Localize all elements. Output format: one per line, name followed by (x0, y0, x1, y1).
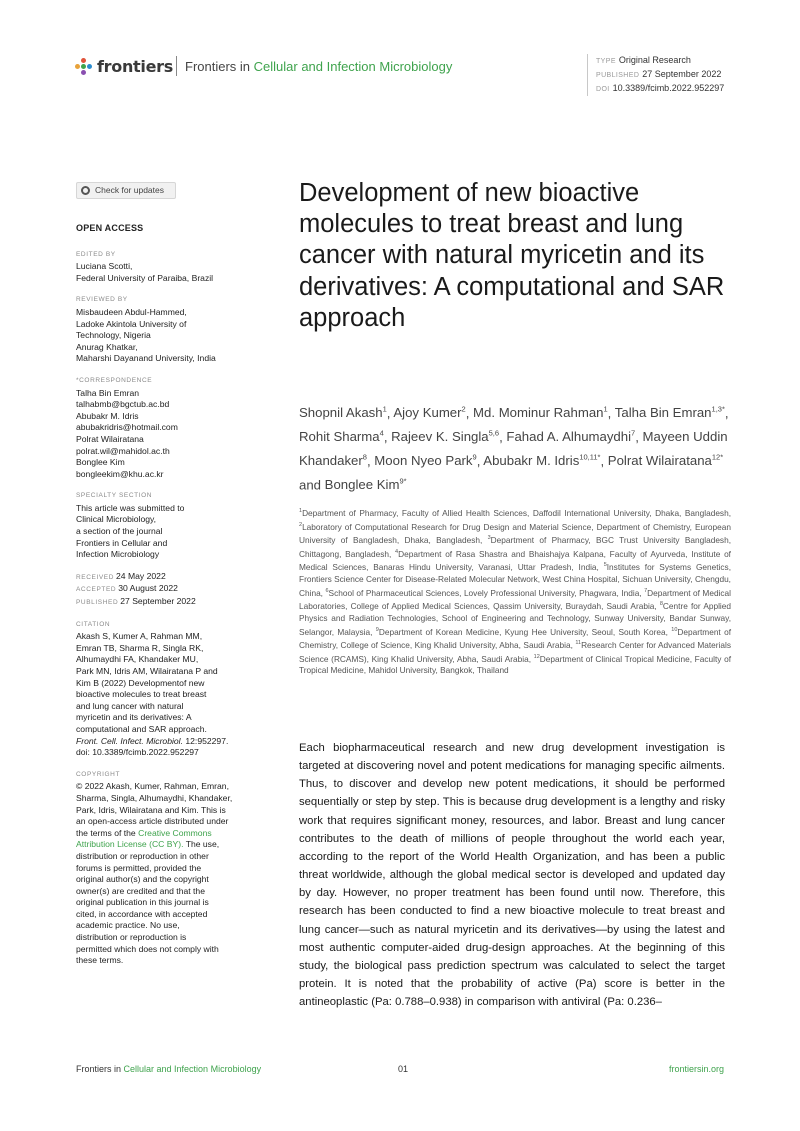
affiliation-item: Department of Pharmacy, Faculty of Allied Health Sciences, Daffodil International University, Dhaka, Bangladesh, (302, 507, 731, 518)
copyright-section: COPYRIGHT © 2022 Akash, Kumer, Rahman, Emran, Sharma, Singla, Alhumaydhi, Khandaker, Park, Idris, Wilairatana and Kim. This is an open-access article distributed under the terms of the Creative Commons Attribution License (CC BY). The use, distribution or reproduction in other forums is permitted, provided the original author(s) and the copyright owner(s) are credited and that the original publication in this journal is cited, in accordance with accepted academic practice. No use, distribution or reproduction is permitted which does not comply with these terms. (76, 770, 233, 966)
author-name[interactable]: Ajoy Kumer$^2$ (393, 405, 466, 421)
author-name[interactable]: Mayeen Uddin Khandaker$^8$ (299, 429, 728, 469)
affiliation-item: Department of Pharmacy, BGC Trust University Bangladesh, Chittagong, Bangladesh, (299, 534, 732, 559)
affiliation-item: Department of Medical Laboratories, College of Applied Medical Sciences, Qassim University, Buraydah, Saudi Arabia, (299, 587, 732, 611)
license-link[interactable]: Attribution License (CC BY). (76, 839, 184, 850)
affiliation-item: Centre for Applied Physics and Radiation Technologies, School of Engineering and Technology, Sunway University, Bandar Sunway, Selangor, Malaysia, (299, 600, 731, 637)
author-name[interactable]: Rajeev K. Singla$^{5,6}$ (391, 428, 500, 445)
affiliations: $^1$Department of Pharmacy, Faculty of Allied Health Sciences, Daffodil International University, Dhaka, Bangladesh, $^2$Laboratory of Computational Research for Drug Design and Material Science, Department of Chemistry, European University of Bangladesh, Dhaka, Bangladesh, $^3$Department of Pharmacy, BGC Trust University Bangladesh, Chittagong, Bangladesh, $^4$Department of Rasa Shastra and Bhaishajya Kalpana, Faculty of Ayurveda, Institute of Medical Sciences, Banaras Hindu University, Varanasi, Uttar Pradesh, India, $^5$Institutes for Systems Genetics, Frontiers Science Center for Disease-Related Molecular Network, West China Hospital, Sichuan University, Chengdu, China, $^6$School of Pharmaceutical Sciences, Lovely Professional University, Phagwara, India, $^7$Department of Medical Laboratories, College of Applied Medical Sciences, Qassim University, Buraydah, Saudi Arabia, $^8$Centre for Applied Physics and Radiation Technologies, School of Engineering and Technology, Sunway University, Bandar Sunway, Selangor, Malaysia, $^9$Department of Korean Medicine, Kyung Hee University, Seoul, South Korea, $^{10}$Department of Chemistry, College of Science, King Khalid University, Abha, Saudi Arabia, $^{11}$Research Center for Advanced Materials Science (RCAMS), King Khalid University, Abha, Saudi Arabia, $^{12}$Department of Clinical Tropical Medicine, Faculty of Tropical Medicine, Mahidol University, Bangkok, Thailand (299, 507, 732, 676)
author-name[interactable]: Md. Mominur Rahman$^1$ (473, 405, 608, 421)
author-name[interactable]: Bonglee Kim$^{9*}$ (324, 476, 407, 493)
check-updates-label: Check for updates (95, 184, 164, 195)
frontiers-logo-icon (75, 58, 93, 76)
meta-published: PUBLISHED 27 September 2022 (596, 69, 722, 79)
author-name[interactable]: Fahad A. Alhumaydhi$^7$ (506, 428, 636, 445)
author-name[interactable]: Abubakr M. Idris$^{10,11*}$ (483, 452, 601, 469)
affiliation-item: Department of Clinical Tropical Medicine, Faculty of Tropical Medicine, Mahidol University, Bangkok, Thailand (299, 653, 732, 676)
email-link[interactable]: talhabmb@bgctub.ac.bd (76, 399, 170, 410)
logo-text: frontiers (97, 57, 173, 76)
abstract-text: Each biopharmaceutical research and new drug development investigation is targeted at discovering novel and potent medications for managing specific ailments. Thus, to discover and develop new potent medications, it should be performed sequentially or step by step. This is because drug development is a lengthy and risky work that requires significant money, resources, and labor. Breast and lung cancer contributes to the death of millions of people throughout the world each year, according to the report of the World Health Organization, and has been a public threat worldwide, although the global medical sector is developed and updated day by day. However, no proper treatment has been found until now. Therefore, this research has been conducted to find a new bioactive molecule to treat breast and lung cancer—such as natural myricetin and its derivatives—by using the latest and most authentic computer-aided drug-design approaches. At the beginning of this study, the biological pass prediction spectrum was calculated to select the target protein. It is noted that the probability of active (Pa) score is better in the antineoplastic (Pa: 0.788–0.938) in comparison with antiviral (Pa: 0.236– (299, 742, 725, 1009)
email-link[interactable]: polrat.wil@mahidol.ac.th (76, 445, 170, 456)
frontiers-logo[interactable] (75, 57, 173, 76)
citation-doi-link[interactable]: doi: 10.3389/fcimb.2022.952297 (76, 747, 199, 758)
page-number: 01 (398, 1064, 409, 1074)
affiliation-item: Department of Chemistry, College of Science, King Khalid University, Abha, Saudi Arabia, (299, 626, 731, 650)
affiliation-item: Research Center for Advanced Materials Science (RCAMS), King Khalid University, Abha, Saudi Arabia, (299, 639, 732, 664)
reviewed-by-section: REVIEWED BY Misbaudeen Abdul-Hammed, Ladoke Akintola University of Technology, Nigeria Anurag Khatkar, Maharshi Dayanand University, India (76, 296, 216, 364)
affiliation-item: Department of Korean Medicine, Kyung Hee University, Seoul, South Korea, (378, 626, 672, 637)
affiliation-item: Laboratory of Computational Research for Drug Design and Material Science, Department of Chemistry, European University of Bangladesh, Dhaka, Bangladesh, (299, 521, 731, 545)
journal-name[interactable] (185, 59, 452, 74)
meta-doi[interactable]: DOI 10.3389/fcimb.2022.952297 (596, 83, 725, 93)
footer-journal[interactable]: Frontiers in Cellular and Infection Microbiology (76, 1064, 262, 1074)
article-title: Development of new bioactive molecules to treat breast and lung cancer with natural myricetin and its derivatives: A computational and SAR approach (299, 179, 725, 332)
article-sidebar (76, 182, 256, 977)
article-meta (587, 54, 800, 96)
open-access-label: OPEN ACCESS (76, 223, 144, 233)
dates-section: RECEIVED 24 May 2022 ACCEPTED 30 August 2022 PUBLISHED 27 September 2022 (76, 570, 196, 607)
check-for-updates-button[interactable] (76, 182, 176, 199)
journal-prefix: Frontiers in (185, 59, 254, 74)
author-name[interactable]: Talha Bin Emran$^{1,3*}$ (614, 405, 725, 421)
journal-title: Cellular and Infection Microbiology (253, 59, 453, 74)
footer-site-link[interactable]: frontiersin.org (668, 1064, 724, 1074)
author-name[interactable]: Polrat Wilairatana$^{12*}$ (607, 452, 724, 469)
edited-by-section: EDITED BY Luciana Scotti, Federal University of Paraiba, Brazil (76, 250, 214, 283)
refresh-icon (81, 186, 90, 195)
email-link[interactable]: bongleekim@khu.ac.kr (76, 468, 164, 479)
header-divider (176, 56, 177, 76)
correspondence-section: *CORRESPONDENCE Talha Bin Emran talhabmb@bgctub.ac.bd Abubakr M. Idris abubakridris@hotmail.com Polrat Wilairatana polrat.wil@mahidol.ac.th Bonglee Kim bongleekim@khu.ac.kr (76, 375, 256, 480)
license-link[interactable]: Creative Commons (138, 827, 212, 838)
page-header (75, 54, 725, 94)
author-list: Shopnil Akash$^1$, Ajoy Kumer$^2$, Md. Mominur Rahman$^1$, Talha Bin Emran$^{1,3*}$, Rohit Sharma$^4$, Rajeev K. Singla$^{5,6}$, Fahad A. Alhumaydhi$^7$, Mayeen Uddin Khandaker$^8$, Moon Nyeo Park$^9$, Abubakr M. Idris$^{10,11*}$, Polrat Wilairatana$^{12*}$ and Bonglee Kim$^{9*}$ (299, 405, 729, 493)
author-name[interactable]: Moon Nyeo Park$^9$ (374, 452, 477, 469)
author-name[interactable]: Shopnil Akash$^1$ (299, 405, 387, 421)
author-name[interactable]: Rohit Sharma$^4$ (299, 428, 384, 445)
meta-type: TYPE Original Research (596, 55, 691, 65)
affiliation-item: School of Pharmaceutical Sciences, Lovely Professional University, Phagwara, India, (328, 587, 645, 598)
citation-section: CITATION Akash S, Kumer A, Rahman MM, Emran TB, Sharma R, Singla RK, Alhumaydhi FA, Khandaker MU, Park MN, Idris AM, Wilairatana P and Kim B (2022) Developmentof new bioactive molecules to treat breast and lung cancer with natural myricetin and its derivatives: A computational and SAR approach. Front. Cell. Infect. Microbiol. 12:952297. doi: 10.3389/fcimb.2022.952297 (76, 619, 256, 759)
affiliation-item: Department of Rasa Shastra and Bhaishajya Kalpana, Faculty of Ayurveda, Institute of Medical Sciences, Banaras Hindu University, Varanasi, Uttar Pradesh, India, (299, 548, 731, 573)
affiliation-item: Institutes for Systems Genetics, Frontiers Science Center for Disease-Related Molecular Network, West China Hospital, Sichuan University, Chengdu, China, (299, 562, 731, 598)
email-link[interactable]: abubakridris@hotmail.com (76, 422, 178, 433)
specialty-section: SPECIALTY SECTION This article was submitted to Clinical Microbiology, a section of the journal Frontiers in Cellular and Infection Microbiology (76, 492, 185, 560)
